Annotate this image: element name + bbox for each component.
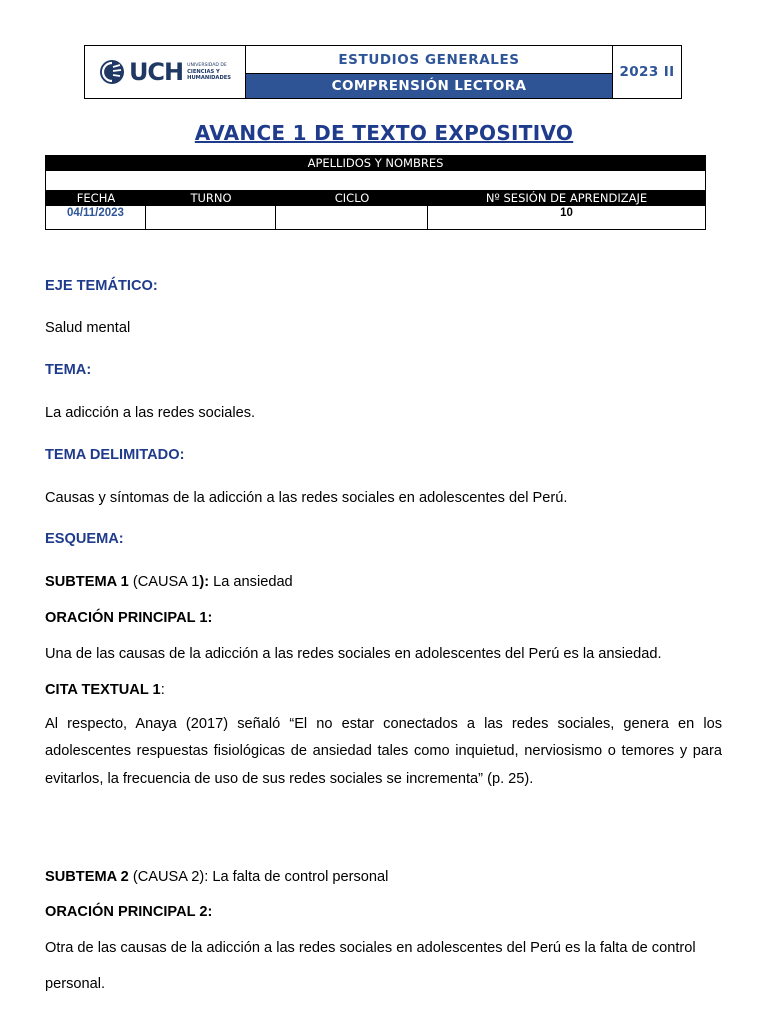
esquema-heading: ESQUEMA:: [45, 531, 124, 547]
cita-textual-1-label: CITA TEXTUAL 1: [45, 682, 161, 698]
col-ciclo: CICLO: [276, 191, 428, 206]
info-header-row: [46, 191, 705, 206]
program-name: ESTUDIOS GENERALES: [246, 46, 612, 74]
sesion-value[interactable]: 10: [560, 207, 573, 219]
oracion-principal-2-heading: ORACIÓN PRINCIPAL 2:: [45, 904, 213, 920]
fecha-value[interactable]: 04/11/2023: [46, 206, 146, 229]
subtema-1-cause: (CAUSA 1: [128, 574, 200, 590]
col-sesion: Nº SESIÓN DE APRENDIZAJE: [428, 191, 705, 206]
eje-text: Salud mental: [45, 320, 131, 336]
subtema-2-line: [45, 869, 388, 885]
subtema-1-line: [45, 574, 293, 590]
cita-textual-1-colon: :: [160, 682, 165, 698]
col-fecha: FECHA: [46, 191, 146, 206]
logo-sub-line-1: UNIVERSIDAD DE: [187, 63, 227, 68]
delimitado-text: Causas y síntomas de la adicción a las redes sociales en adolescentes del Perú.: [45, 490, 568, 506]
cita-textual-1-line: [45, 682, 165, 698]
eje-heading: EJE TEMÁTICO:: [45, 278, 158, 294]
turno-value[interactable]: [146, 206, 276, 229]
cita-textual-1-text: Al respecto, Anaya (2017) señaló “El no estar conectados a las redes sociales, genera en los adolescentes respuestas fisiológicas de ansiedad tales como inquietud, nerviosismo o temores y para evitarlos, la frecuencia de uso de sus redes sociales se incrementa” (p. 25).: [45, 716, 722, 787]
page-title: AVANCE 1 DE TEXTO EXPOSITIVO: [194, 121, 574, 145]
logo-subtitle: [187, 63, 231, 81]
subtema-1-paren: ):: [199, 574, 210, 590]
delimitado-heading: TEMA DELIMITADO:: [45, 447, 185, 463]
col-turno: TURNO: [146, 191, 276, 206]
info-value-row: [46, 206, 705, 229]
tema-text: La adicción a las redes sociales.: [45, 405, 256, 421]
subtema-1-label: SUBTEMA 1: [45, 574, 129, 590]
tema-heading: TEMA:: [45, 362, 92, 378]
ciclo-value[interactable]: [276, 206, 428, 229]
term-label: 2023 II: [612, 46, 681, 98]
course-name: COMPRENSIÓN LECTORA: [246, 74, 612, 98]
logo-wordmark: UCH: [128, 58, 184, 86]
uch-logo-icon: [99, 59, 125, 85]
university-logo: [85, 46, 246, 98]
logo-sub-line-3: HUMANIDADES: [187, 75, 232, 81]
subtema-2-rest: (CAUSA 2): La falta de control personal: [128, 869, 389, 885]
subtema-2-label: SUBTEMA 2: [45, 869, 129, 885]
oracion-principal-1-heading: ORACIÓN PRINCIPAL 1:: [45, 610, 213, 626]
header-center: [246, 46, 612, 98]
student-info-table: [45, 155, 706, 230]
oracion-principal-1-text: Una de las causas de la adicción a las redes sociales en adolescentes del Perú es la ansiedad.: [45, 646, 662, 662]
oracion-principal-2-text: Otra de las causas de la adicción a las redes sociales en adolescentes del Perú es la falta de control personal.: [45, 940, 696, 992]
logo-sub-line-2: CIENCIAS Y: [187, 69, 220, 75]
name-header: APELLIDOS Y NOMBRES: [46, 156, 705, 171]
document-header: [84, 45, 682, 99]
name-field[interactable]: [46, 171, 705, 191]
subtema-1-value: La ansiedad: [209, 574, 293, 590]
